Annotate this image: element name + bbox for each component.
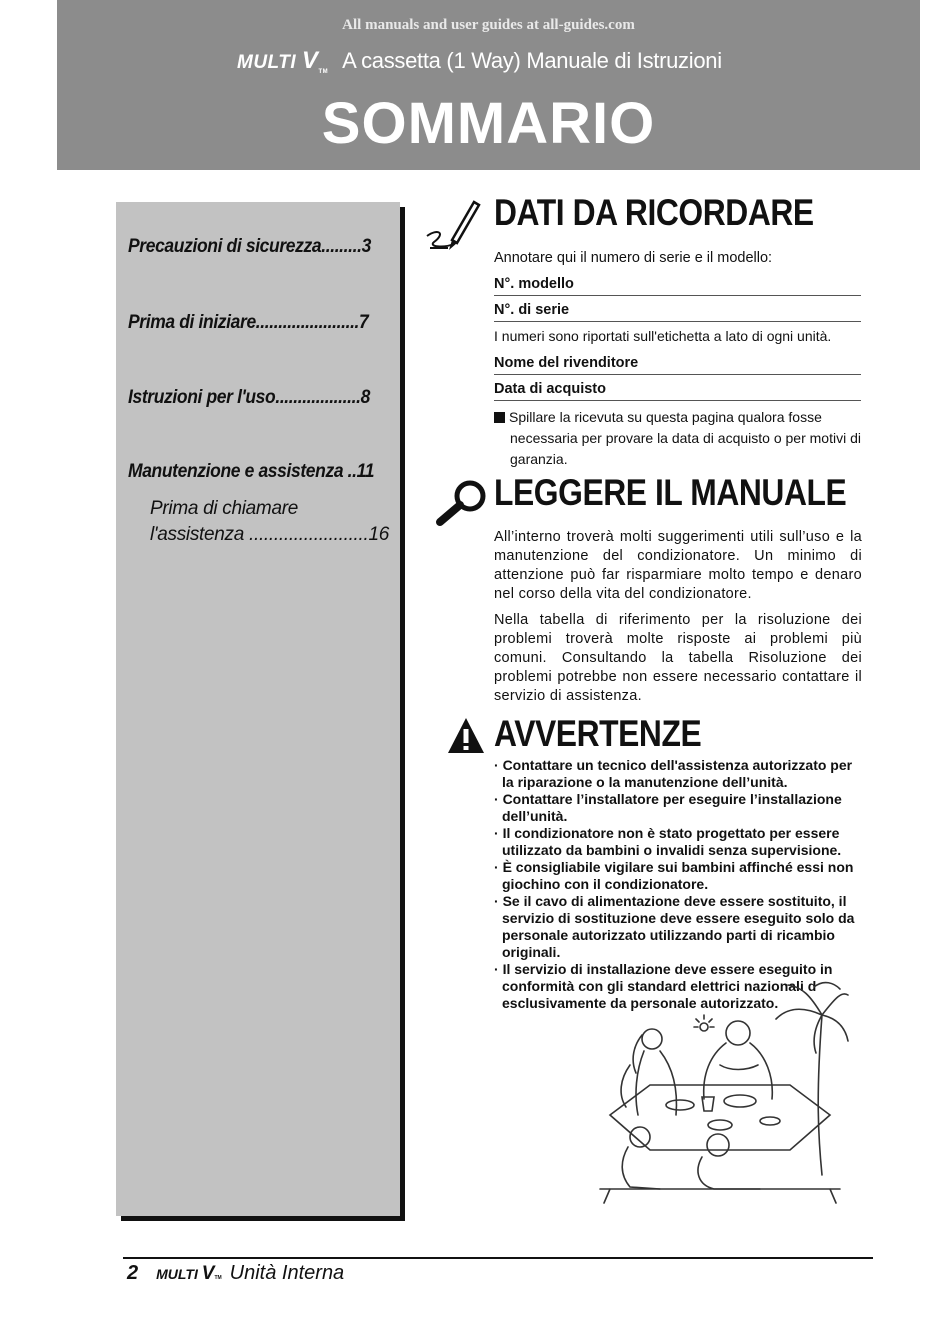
warning-item: · Il servizio di installazione deve essere eseguito in conformità con gli standard elettrici nazionali d esclusivamente da personale autorizzato. [494, 961, 864, 1012]
section-title-dati: DATI DA RICORDARE [494, 192, 814, 233]
warning-item: · È consigliabile vigilare sui bambini affinché essi non giochino con il condizionatore. [494, 859, 864, 893]
brand-line [237, 46, 722, 76]
leggere-paragraph-1: All’interno troverà molti suggerimenti utili sull’uso e la manutenzione del condizionatore. Un minimo di attenzione può far risparmiare molto tempo e denaro nel corso della vita del condizionatore. [494, 529, 862, 602]
warning-item: · Contattare l’installatore per eseguire l’installazione dell’unità. [494, 791, 864, 825]
warning-item: · Il condizionatore non è stato progettato per essere utilizzato da bambini o invalidi senza supervisione. [494, 825, 864, 859]
table-of-contents [116, 202, 400, 1216]
manual-title: A cassetta (1 Way) Manuale di Istruzioni [342, 48, 722, 73]
field-purchase-date: Data di acquisto [494, 381, 861, 401]
square-bullet-icon [494, 412, 505, 423]
dati-intro: Annotare qui il numero di serie e il modello: [494, 250, 773, 266]
serial-note: I numeri sono riportati sull'etichetta a lato di ogni unità. [494, 328, 832, 344]
toc-item-istruzioni[interactable]: Istruzioni per l'uso...................8 [128, 387, 370, 408]
page-title: SOMMARIO [321, 91, 656, 156]
footer-text: Unità Interna [229, 1262, 345, 1284]
toc-item-manutenzione[interactable]: Manutenzione e assistenza ..11 [128, 461, 375, 482]
field-dealer-name: Nome del rivenditore [494, 355, 861, 375]
footer [127, 1262, 344, 1285]
section-title-avvertenze: AVVERTENZE [494, 713, 702, 754]
watermark: All manuals and user guides at all-guides.com [342, 17, 635, 33]
magnifier-icon [432, 478, 492, 528]
multi-v-logo: MULTI VTM [237, 47, 329, 75]
field-model-number: N°. modello [494, 276, 861, 296]
toc-item-precauzioni[interactable]: Precauzioni di sicurezza.........3 [128, 236, 371, 257]
warning-item: · Contattare un tecnico dell'assistenza autorizzato per la riparazione o la manutenzione dell’unità. [494, 757, 864, 791]
section-title-leggere: LEGGERE IL MANUALE [494, 472, 847, 513]
field-serial-number: N°. di serie [494, 302, 861, 322]
toc-item-prima-di-iniziare[interactable]: Prima di iniziare.......................7 [128, 312, 369, 333]
family-picnic-illustration [590, 975, 850, 1205]
page-number: 2 [127, 1262, 139, 1284]
warning-item: · Se il cavo di alimentazione deve essere sostituito, il servizio di sostituzione deve essere eseguito solo da personale autorizzato utilizzando parti di ricambio originali. [494, 893, 864, 961]
warnings-list [494, 757, 864, 1012]
pen-icon [424, 198, 492, 258]
footer-multi-v-logo: MULTI VTM [156, 1262, 222, 1284]
staple-note: Spillare la ricevuta su questa pagina qualora fosse necessaria per provare la data di acquisto o per motivi di garanzia. [494, 407, 864, 470]
warning-icon [446, 716, 486, 756]
toc-item-prima-di-chiamare[interactable]: Prima di chiamare l'assistenza ........................16 [150, 498, 390, 545]
footer-rule [123, 1257, 873, 1259]
leggere-paragraph-2: Nella tabella di riferimento per la risoluzione dei problemi troverà molte risposte ai problemi più comuni. Consultando la tabella Risoluzione dei problemi potrebbe non essere necessario contattare il servizio di assistenza. [494, 612, 862, 704]
header-banner [57, 0, 920, 170]
